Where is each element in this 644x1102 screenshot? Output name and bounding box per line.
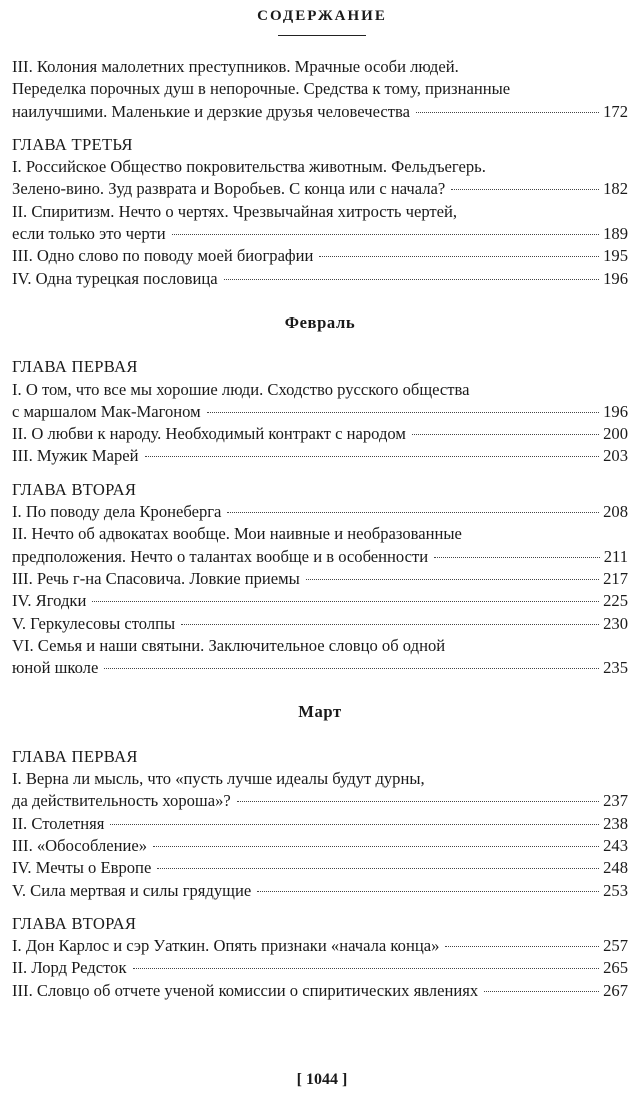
toc-entry-last-line xyxy=(12,613,628,635)
dot-leader xyxy=(319,256,599,257)
toc-entry-line: наилучшими. Маленькие и дерзкие друзья человечества xyxy=(12,101,410,121)
toc-page-number: 243 xyxy=(603,835,628,855)
dot-leader xyxy=(110,824,599,825)
dot-leader xyxy=(104,668,599,669)
toc-entry-line: VI. Семья и наши святыни. Заключительное словцо об одной xyxy=(12,635,446,655)
toc-page-number: 225 xyxy=(603,591,628,611)
dot-leader xyxy=(92,601,599,602)
dot-leader xyxy=(416,112,599,113)
toc-entry-last-line xyxy=(12,980,628,1002)
toc-entry xyxy=(12,445,628,467)
toc-page-number: 238 xyxy=(603,813,628,833)
toc-page-number: 189 xyxy=(603,224,628,244)
toc-entry-line: IV. Ягодки xyxy=(12,591,87,611)
toc-entry-last-line xyxy=(12,880,628,902)
dot-leader xyxy=(145,456,600,457)
toc-entry-line: II. Столетняя xyxy=(12,813,105,833)
toc-entry-last-line xyxy=(12,835,628,857)
toc-entry-line: II. О любви к народу. Необходимый контракт с народом xyxy=(12,424,406,444)
toc-entry-line: V. Сила мертвая и силы грядущие xyxy=(12,880,252,900)
toc-entry-last-line xyxy=(12,790,628,812)
toc-entry xyxy=(12,957,628,979)
toc-page-number: 253 xyxy=(603,880,628,900)
toc-entry-line: Зелено-вино. Зуд разврата и Воробьев. С конца или с начала? xyxy=(12,179,446,199)
chapter-heading: ГЛАВА ТРЕТЬЯ xyxy=(12,134,133,154)
toc-page-number: 200 xyxy=(603,424,628,444)
toc-entry-last-line xyxy=(12,546,628,568)
toc-entry-line: III. «Обособление» xyxy=(12,835,148,855)
toc-page-number: 235 xyxy=(603,658,628,678)
toc-entry-line: II. Нечто об адвокатах вообще. Мои наивные и необразованные xyxy=(12,524,462,544)
toc-page-number: 203 xyxy=(603,446,628,466)
toc-entry-line: I. О том, что все мы хорошие люди. Сходство русского общества xyxy=(12,379,470,399)
toc-entry-last-line xyxy=(12,268,628,290)
toc-entry-last-line xyxy=(12,178,628,200)
toc-entry xyxy=(12,501,628,523)
toc-page-number: 265 xyxy=(603,958,628,978)
toc-entry xyxy=(12,835,628,857)
toc-entry-line: II. Лорд Редсток xyxy=(12,958,127,978)
toc-entry xyxy=(12,245,628,267)
running-head-rule xyxy=(278,35,366,36)
toc-entry-line: если только это черти xyxy=(12,224,166,244)
toc-entry-line: с маршалом Мак-Магоном xyxy=(12,401,201,421)
toc-entry-last-line xyxy=(12,568,628,590)
toc-entry-line: V. Геркулесовы столпы xyxy=(12,613,176,633)
dot-leader xyxy=(237,801,599,802)
toc-entry xyxy=(12,857,628,879)
toc-entry xyxy=(12,880,628,902)
toc-entry xyxy=(12,523,628,568)
running-head: СОДЕРЖАНИЕ xyxy=(257,8,387,24)
dot-leader xyxy=(451,189,599,190)
toc-entry-line: III. Словцо об отчете ученой комиссии о спиритических явлениях xyxy=(12,980,479,1000)
toc-entry xyxy=(12,201,628,246)
toc-entry xyxy=(12,379,628,424)
dot-leader xyxy=(227,512,599,513)
toc-entry xyxy=(12,768,628,813)
toc-page-number: 195 xyxy=(603,246,628,266)
toc-entry-last-line xyxy=(12,813,628,835)
toc-entry-line: III. Речь г-на Спасовича. Ловкие приемы xyxy=(12,568,300,588)
toc-entry-last-line xyxy=(12,101,628,123)
dot-leader xyxy=(172,234,600,235)
toc-page-number: 211 xyxy=(603,546,628,566)
toc-page-number: 237 xyxy=(603,791,628,811)
toc-entry xyxy=(12,635,628,680)
chapter-heading: ГЛАВА ПЕРВАЯ xyxy=(12,357,138,377)
toc-entry-line: I. Верна ли мысль, что «пусть лучше идеалы будут дурны, xyxy=(12,769,425,789)
chapter-heading: ГЛАВА ВТОРАЯ xyxy=(12,913,137,933)
page-number: [ 1044 ] xyxy=(296,1071,348,1088)
toc-entry-last-line xyxy=(12,857,628,879)
dot-leader xyxy=(445,946,599,947)
toc-page-number: 182 xyxy=(603,179,628,199)
toc-entry-line: IV. Мечты о Европе xyxy=(12,858,152,878)
toc-entry-line: Переделка порочных душ в непорочные. Средства к тому, признанные xyxy=(12,79,511,99)
toc-entry-line: I. По поводу дела Кронеберга xyxy=(12,502,222,522)
toc-entry-line: III. Мужик Марей xyxy=(12,446,139,466)
section-heading: Февраль xyxy=(284,312,356,332)
toc-entry xyxy=(12,613,628,635)
toc-entry-last-line xyxy=(12,401,628,423)
toc-entry-line: IV. Одна турецкая пословица xyxy=(12,268,218,288)
toc-entry-last-line xyxy=(12,657,628,679)
toc-entry xyxy=(12,813,628,835)
dot-leader xyxy=(412,434,599,435)
toc-page-number: 196 xyxy=(603,268,628,288)
dot-leader xyxy=(434,557,600,558)
toc-entry xyxy=(12,935,628,957)
dot-leader xyxy=(224,279,600,280)
toc-page-number: 217 xyxy=(603,568,628,588)
toc-entry-last-line xyxy=(12,590,628,612)
toc-page-number: 248 xyxy=(603,858,628,878)
dot-leader xyxy=(153,846,599,847)
toc-entry-last-line xyxy=(12,223,628,245)
dot-leader xyxy=(257,891,599,892)
dot-leader xyxy=(157,868,599,869)
toc-entry xyxy=(12,590,628,612)
toc-entry-line: I. Российское Общество покровительства животным. Фельдъегерь. xyxy=(12,157,486,177)
toc-entry-last-line xyxy=(12,501,628,523)
toc-entry-last-line xyxy=(12,445,628,467)
dot-leader xyxy=(306,579,599,580)
dot-leader xyxy=(484,991,599,992)
toc-entry-line: III. Одно слово по поводу моей биографии xyxy=(12,246,314,266)
toc-entry-last-line xyxy=(12,423,628,445)
toc-entry-line: III. Колония малолетних преступников. Мрачные особи людей. xyxy=(12,57,459,76)
chapter-heading: ГЛАВА ПЕРВАЯ xyxy=(12,746,138,766)
toc-entry-last-line xyxy=(12,957,628,979)
toc-entry-line: да действительность хороша»? xyxy=(12,791,231,811)
toc-entry xyxy=(12,156,628,201)
toc-entry xyxy=(12,56,628,123)
toc-entry xyxy=(12,423,628,445)
section-heading: Март xyxy=(298,702,342,722)
toc-entry-last-line xyxy=(12,245,628,267)
toc-entry-line: II. Спиритизм. Нечто о чертях. Чрезвычайная хитрость чертей, xyxy=(12,201,458,221)
chapter-heading: ГЛАВА ВТОРАЯ xyxy=(12,479,137,499)
toc-entry-line: предположения. Нечто о талантах вообще и в особенности xyxy=(12,546,429,566)
toc-entry xyxy=(12,268,628,290)
toc-entry-line: юной школе xyxy=(12,658,99,678)
toc-page-number: 208 xyxy=(603,502,628,522)
toc-entry-last-line xyxy=(12,935,628,957)
dot-leader xyxy=(181,624,599,625)
toc-entry-line: I. Дон Карлос и сэр Уаткин. Опять признаки «начала конца» xyxy=(12,936,440,956)
toc-entry xyxy=(12,980,628,1002)
toc-page-number: 230 xyxy=(603,613,628,633)
table-of-contents xyxy=(12,56,628,1002)
toc-page-number: 172 xyxy=(603,101,628,121)
toc-entry xyxy=(12,568,628,590)
toc-page-number: 196 xyxy=(603,401,628,421)
toc-page-number: 267 xyxy=(603,980,628,1000)
toc-page-number: 257 xyxy=(603,936,628,956)
dot-leader xyxy=(207,412,599,413)
dot-leader xyxy=(133,968,600,969)
